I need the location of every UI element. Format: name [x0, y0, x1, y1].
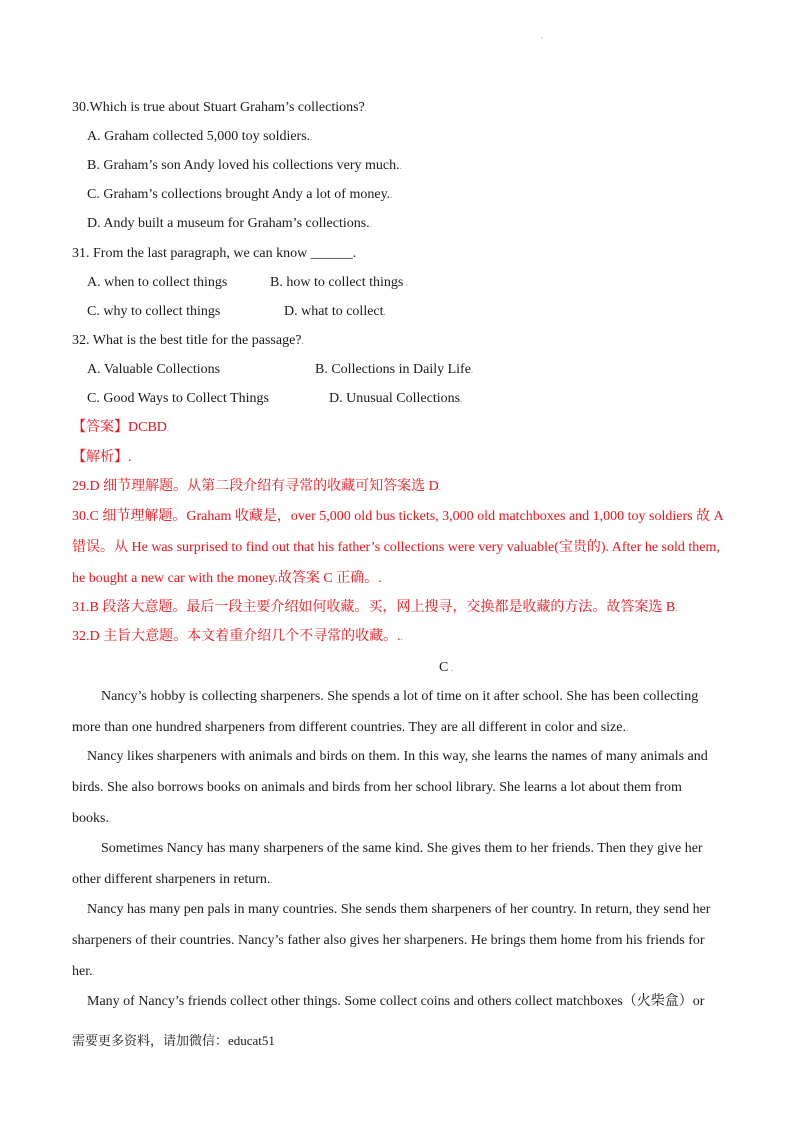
header-mark: ': [541, 36, 543, 44]
q31-option-b: B. how to collect things .: [270, 275, 408, 290]
passage-line: more than one hundred sharpeners from different countries. They are all different in color and size..: [72, 720, 629, 735]
answer-label: 【答案】DCBD.: [72, 420, 170, 435]
passage-line: other different sharpeners in return..: [72, 872, 273, 887]
analysis-line: 29.D 细节理解题。从第二段介绍有寻常的收藏可知答案选 D.: [72, 479, 441, 494]
passage-line: Nancy has many pen pals in many countries. She sends them sharpeners of her country. In return, they send her: [87, 902, 711, 917]
q30-option-b: B. Graham’s son Andy loved his collections very much..: [87, 158, 402, 173]
q30-stem: 30.Which is true about Stuart Graham’s collections?.: [72, 100, 368, 115]
q31-option-c: C. why to collect things: [87, 304, 221, 319]
q31-option-d: D. what to collect.: [284, 304, 386, 319]
analysis-line: 32.D 主旨大意题。本文着重介绍几个不寻常的收藏。..: [72, 629, 403, 644]
passage-line: sharpeners of their countries. Nancy’s father also gives her sharpeners. He brings them home from his friends for: [72, 933, 705, 948]
analysis-label: 【解析】.: [72, 450, 132, 465]
analysis-line: 30.C 细节理解题。Graham 收藏是，over 5,000 old bus tickets, 3,000 old matchboxes and 1,000 toy soldiers 故 A: [72, 509, 724, 524]
passage-heading: C .: [439, 660, 453, 675]
passage-line: Nancy likes sharpeners with animals and birds on them. In this way, she learns the names of many animals and: [87, 749, 708, 764]
q31-stem: 31. From the last paragraph, we can know ______.: [72, 246, 357, 261]
q30-option-d: D. Andy built a museum for Graham’s collections..: [87, 216, 372, 231]
analysis-line: he bought a new car with the money.故答案 C 正确。.: [72, 571, 382, 586]
passage-line: her..: [72, 964, 95, 979]
analysis-line: 31.B 段落大意题。最后一段主要介绍如何收藏。买，网上搜寻，交换都是收藏的方法。故答案选 B.: [72, 600, 678, 615]
passage-line: Nancy’s hobby is collecting sharpeners. She spends a lot of time on it after school. She has been collecting: [101, 689, 699, 704]
q32-option-c: C. Good Ways to Collect Things: [87, 391, 269, 406]
footer-note: 需要更多资料，请加微信：educat51: [72, 1033, 275, 1048]
q32-option-d: D. Unusual Collections.: [329, 391, 463, 406]
passage-line: birds. She also borrows books on animals and birds from her school library. She learns a lot about them from: [72, 780, 682, 795]
passage-line: books..: [72, 811, 112, 826]
q31-option-a: A. when to collect things: [87, 275, 228, 290]
analysis-line: 错误。从 He was surprised to find out that his father’s collections were very valuable(宝贵的). After he sold them,: [72, 540, 720, 555]
passage-line: Sometimes Nancy has many sharpeners of the same kind. She gives them to her friends. Then they give her: [101, 841, 703, 856]
passage-line: Many of Nancy’s friends collect other things. Some collect coins and others collect matchboxes（火柴盒）or: [87, 994, 705, 1009]
q32-stem: 32. What is the best title for the passage?.: [72, 333, 304, 348]
q30-option-c: C. Graham’s collections brought Andy a lot of money..: [87, 187, 393, 202]
q30-option-a: A. Graham collected 5,000 toy soldiers..: [87, 129, 313, 144]
q32-option-b: B. Collections in Daily Life.: [315, 362, 474, 377]
q32-option-a: A. Valuable Collections: [87, 362, 221, 377]
